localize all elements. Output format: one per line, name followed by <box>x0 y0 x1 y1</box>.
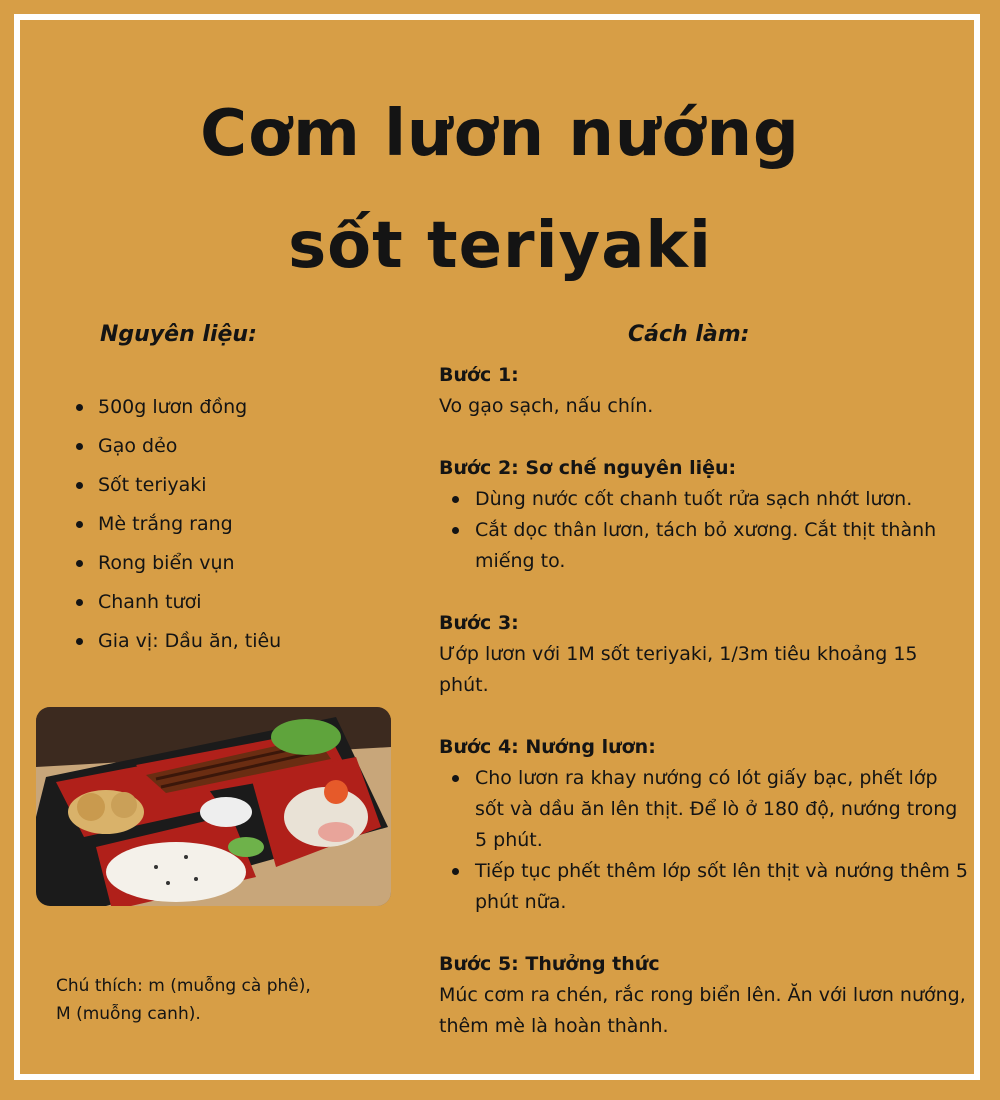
step-4 <box>439 732 969 918</box>
ingredients-heading: Nguyên liệu: <box>100 322 257 347</box>
note-line-1: Chú thích: m (muỗng cà phê), <box>56 976 311 996</box>
step-2 <box>439 453 969 577</box>
step-title: Bước 1: <box>439 364 519 386</box>
ingredient-item: Chanh tươi <box>76 583 281 622</box>
title-line-2: sốt teriyaki <box>288 209 712 283</box>
step-bullet: Cắt dọc thân lươn, tách bỏ xương. Cắt thịt thành miếng to. <box>475 515 969 577</box>
steps-heading: Cách làm: <box>628 322 750 347</box>
title-line-1: Cơm lươn nướng <box>200 97 800 171</box>
bento-illustration <box>36 707 391 906</box>
step-bullet: Dùng nước cốt chanh tuốt rửa sạch nhớt lươn. <box>475 484 969 515</box>
ingredient-item: Gạo dẻo <box>76 427 281 466</box>
ingredient-item: 500g lươn đồng <box>76 388 281 427</box>
bento-photo <box>36 707 391 906</box>
ingredient-item: Rong biển vụn <box>76 544 281 583</box>
step-3 <box>439 608 969 701</box>
step-text: Vo gạo sạch, nấu chín. <box>439 395 654 417</box>
note-line-2: M (muỗng canh). <box>56 1004 201 1024</box>
step-text: Ướp lươn với 1M sốt teriyaki, 1/3m tiêu khoảng 15 phút. <box>439 643 918 696</box>
step-title: Bước 2: Sơ chế nguyên liệu: <box>439 457 737 479</box>
ingredients-list <box>76 388 281 661</box>
step-bullet: Tiếp tục phết thêm lớp sốt lên thịt và nướng thêm 5 phút nữa. <box>475 856 969 918</box>
ingredient-item: Sốt teriyaki <box>76 466 281 505</box>
step-1 <box>439 360 969 422</box>
note <box>56 972 311 1028</box>
step-text: Múc cơm ra chén, rắc rong biển lên. Ăn với lươn nướng, thêm mè là hoàn thành. <box>439 984 966 1037</box>
ingredient-item: Mè trắng rang <box>76 505 281 544</box>
step-title: Bước 3: <box>439 612 519 634</box>
step-bullets <box>439 484 969 577</box>
ingredient-item: Gia vị: Dầu ăn, tiêu <box>76 622 281 661</box>
page-title <box>0 78 1000 302</box>
step-title: Bước 5: Thưởng thức <box>439 953 660 975</box>
step-bullets <box>439 763 969 918</box>
steps-section <box>439 360 969 1073</box>
step-bullet: Cho lươn ra khay nướng có lót giấy bạc, phết lớp sốt và dầu ăn lên thịt. Để lò ở 180 độ, nướng trong 5 phút. <box>475 763 969 856</box>
step-5 <box>439 949 969 1042</box>
step-title: Bước 4: Nướng lươn: <box>439 736 656 758</box>
